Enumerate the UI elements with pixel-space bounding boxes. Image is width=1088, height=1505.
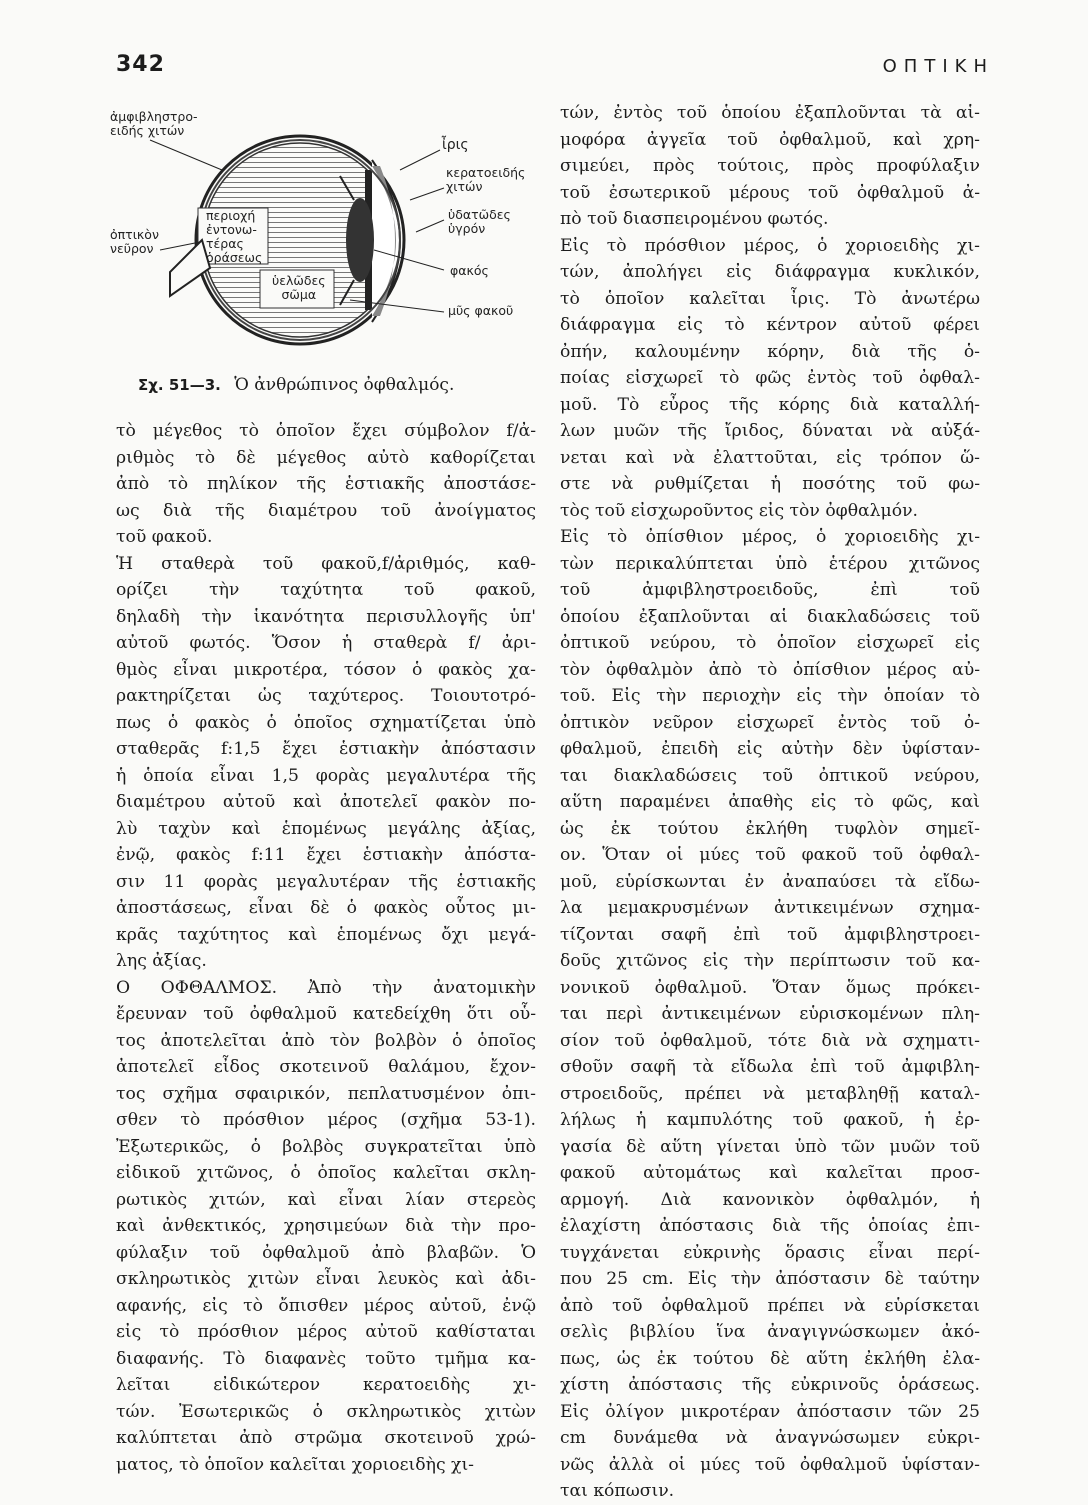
text-line: γασία δὲ αὕτη γίνεται ὑπὸ τῶν μυῶν τοῦ — [560, 1136, 980, 1157]
text-line: ρακτηρίζεται ὡς ταχύτερος. Τοιουτοτρό- — [116, 686, 536, 706]
text-line: ἡ ὁποία εἶναι 1,5 φορὰς μεγαλυτέρα τῆς — [116, 765, 536, 786]
text-line: που 25 cm. Εἰς τὴν ἀπόστασιν δὲ ταύτην — [560, 1269, 980, 1289]
text-line: Ἡ σταθερὰ τοῦ φακοῦ,f/ἀριθμός, καθ- — [116, 553, 536, 574]
text-line: ἀπὸ τὸ πηλίκον τῆς ἑστιακῆς ἀποστάσε- — [116, 474, 536, 494]
text-line: ὁποίου ἐξαπλοῦνται αἱ διακλαδώσεις τοῦ — [560, 606, 980, 627]
text-line: διαφανής. Τὸ διαφανὲς τοῦτο τμῆμα κα- — [116, 1348, 536, 1369]
text-line: ως διὰ τῆς διαμέτρου τοῦ ἀνοίγματος — [116, 500, 536, 521]
text-line: διάφραγμα εἰς τὸ κέντρον αὐτοῦ φέρει — [560, 315, 980, 335]
running-title: ΟΠΤΙΚΗ — [882, 56, 994, 77]
text-line: τυγχάνεται εὐκρινὴς ὅρασις εἶναι περί- — [560, 1242, 980, 1263]
text-line: ἐλαχίστη ἀπόστασις διὰ τῆς ὁποίας ἐπι- — [560, 1216, 980, 1236]
text-line: μοῦ. Τὸ εὖρος τῆς κόρης διὰ καταλλή- — [560, 394, 980, 415]
text-line: ἔρευναν τοῦ ὀφθαλμοῦ κατεδείχθη ὅτι οὗ- — [116, 1004, 536, 1024]
label-lens: φακός — [450, 263, 489, 278]
text-line: τών. Ἐσωτερικῶς ὁ σκληρωτικὸς χιτὼν — [116, 1401, 536, 1422]
text-line: ὡς ἐκ τούτου ἐκλήθη τυφλὸν σημεῖ- — [560, 818, 980, 839]
text-line: ορίζει τὴν ταχύτητα τοῦ φακοῦ, — [116, 580, 536, 600]
label-macula: περιοχή ἐντονω- τέρας ὁράσεως — [206, 208, 263, 265]
text-line: σταθερᾶς f:1,5 ἔχει ἑστιακὴν ἀπόστασιν — [116, 739, 536, 759]
label-retina: ἀμφιβληστρο- ειδής χιτών — [110, 109, 198, 138]
text-line: ἐνῷ, φακὸς f:11 ἔχει ἑστιακὴν ἀπόστα- — [116, 845, 536, 865]
text-line: τος ἀποτελεῖται ἀπὸ τὸν βολβὸν ὁ ὁποῖος — [116, 1030, 536, 1051]
text-line: τὸς τοῦ εἰσχωροῦντος εἰς τὸν ὀφθαλμόν. — [560, 500, 918, 521]
text-line: αὕτη παραμένει ἀπαθὴς εἰς τὸ φῶς, καὶ — [560, 792, 980, 812]
text-line: τίζονται σαφῆ ἐπὶ τοῦ ἀμφιβληστροει- — [560, 924, 980, 945]
label-vitreous: ὑελῶδες σῶμα — [272, 273, 326, 302]
text-line: ἀπὸ τοῦ ὀφθαλμοῦ πρέπει νὰ εὑρίσκεται — [560, 1295, 980, 1316]
text-line: καλύπτεται ἀπὸ στρῶμα σκοτεινοῦ χρώ- — [116, 1428, 536, 1448]
text-line: ται κόπωσιν. — [560, 1481, 675, 1501]
text-line: τὸ ὁποῖον καλεῖται ἶρις. Τὸ ἀνωτέρω — [560, 288, 980, 309]
text-line: κρᾶς ταχύτητος καὶ ἑπομένως ὄχι μεγά- — [116, 924, 536, 945]
text-line: λα μεμακρυσμένων ἀντικειμένων σχημα- — [560, 898, 980, 918]
text-line: Ο ΟΦΘΑΛΜΟΣ. Ἀπὸ τὴν ἀνατομικὴν — [116, 977, 536, 998]
text-line: τοῦ ἀμφιβληστροειδοῦς, ἐπὶ τοῦ — [560, 580, 980, 600]
label-optic-nerve: ὀπτικὸν νεῦρον — [110, 227, 159, 256]
text-line: τών, ἀπολήγει εἰς διάφραγμα κυκλικόν, — [560, 262, 980, 282]
text-line: στε νὰ ρυθμίζεται ἡ ποσότης τοῦ φω- — [560, 474, 980, 494]
eye-diagram — [110, 100, 540, 400]
page-number: 342 — [116, 52, 165, 77]
text-line: ἀποτελεῖ εἶδος σκοτεινοῦ θαλάμου, ἔχον- — [116, 1057, 536, 1077]
text-line: πὸ τοῦ διασπειρομένου φωτός. — [560, 209, 829, 229]
text-line: λήλως ἡ καμπυλότης τοῦ φακοῦ, ἡ ἐρ- — [560, 1110, 980, 1130]
label-lens-muscle: μῦς φακοῦ — [448, 303, 514, 318]
text-line: θμὸς εἶναι μικροτέρα, τόσον ὁ φακὸς χα- — [116, 659, 536, 680]
text-line: φακοῦ αὐτομάτως καὶ καλεῖται προσ- — [560, 1163, 980, 1183]
optic-nerve — [170, 240, 210, 296]
text-line: αὐτοῦ φωτός. Ὅσον ἡ σταθερὰ f/ ἀρι- — [116, 633, 536, 653]
text-line: τὸν ὀφθαλμὸν ἀπὸ τὸ ὀπίσθιον μέρος αὐ- — [560, 659, 980, 680]
text-line: νεται καὶ νὰ ἐλαττοῦται, εἰς τρόπον ὥ- — [560, 447, 980, 468]
figure-number: Σχ. 51—3. — [138, 376, 221, 394]
label-iris: ἶρις — [442, 137, 469, 153]
text-line: δοῦς χιτῶνος εἰς τὴν περίπτωσιν τοῦ κα- — [560, 951, 980, 971]
text-line: λων μυῶν τῆς ἴριδος, δύναται νὰ αὐξά- — [560, 421, 980, 441]
text-line: ρωτικὸς χιτών, καὶ εἶναι λίαν στερεὸς — [116, 1189, 536, 1210]
text-line: ται περὶ ἀντικειμένων εὑρισκομένων πλη- — [560, 1004, 980, 1024]
lens — [346, 198, 374, 282]
text-line: στροειδοῦς, πρέπει νὰ μεταβληθῇ καταλ- — [560, 1083, 980, 1104]
text-line: σίον τοῦ ὀφθαλμοῦ, τότε διὰ νὰ σχηματι- — [560, 1030, 980, 1051]
text-line: ὀπτικὸν νεῦρον εἰσχωρεῖ ἐντὸς τοῦ ὀ- — [560, 712, 980, 733]
text-line: σθοῦν σαφῆ τὰ εἴδωλα ἐπὶ τοῦ ἀμφιβλη- — [560, 1057, 980, 1077]
text-line: τοῦ. Εἰς τὴν περιοχὴν εἰς τὴν ὁποίαν τὸ — [560, 686, 980, 706]
eye-cross-section-drawing — [110, 100, 540, 400]
text-line: Εἰς ὀλίγον μικροτέραν ἀπόστασιν τῶν 25 — [560, 1401, 980, 1422]
text-line: τὸ μέγεθος τὸ ὁποῖον ἔχει σύμβολον f/ἀ- — [116, 421, 536, 441]
figure-caption — [138, 375, 454, 395]
text-line: σιν 11 φορὰς μεγαλυτέραν τῆς ἑστιακῆς — [116, 871, 536, 892]
text-line: καὶ ἀνθεκτικός, χρησιμεύων διὰ τὴν προ- — [116, 1216, 536, 1236]
text-line: τών, ἐντὸς τοῦ ὁποίου ἐξαπλοῦνται τὰ αἱ- — [560, 103, 980, 123]
text-line: τοῦ φακοῦ. — [116, 527, 213, 547]
text-line: τὼν περικαλύπτεται ὑπὸ ἑτέρου χιτῶνος — [560, 553, 980, 574]
text-line: διαμέτρου αὐτοῦ καὶ ἀποτελεῖ φακὸν πο- — [116, 792, 536, 812]
text-line: ται διακλαδώσεις τοῦ ὀπτικοῦ νεύρου, — [560, 765, 980, 786]
text-line: νῶς ἀλλὰ οἱ μύες τοῦ ὀφθαλμοῦ ὑφίσταν- — [560, 1454, 980, 1475]
text-line: Ἐξωτερικῶς, ὁ βολβὸς συγκρατεῖται ὑπὸ — [116, 1136, 536, 1157]
text-line: φθαλμοῦ, ἐπειδὴ εἰς αὐτὴν δὲν ὑφίσταν- — [560, 739, 980, 759]
text-line: λὺ ταχὺν καὶ ἑπομένως μεγάλης ἀξίας, — [116, 818, 536, 839]
text-line: ριθμὸς τὸ δὲ μέγεθος αὐτὸ καθορίζεται — [116, 447, 536, 468]
text-line: φύλαξιν τοῦ ὀφθαλμοῦ ἀπὸ βλαβῶν. Ὁ — [116, 1242, 536, 1263]
label-aqueous: ὑδατῶδες ὑγρόν — [448, 207, 511, 236]
text-line: σθεν τὸ πρόσθιον μέρος (σχῆμα 53-1). — [116, 1110, 536, 1130]
text-line: αρμογή. Διὰ κανονικὸν ὀφθαλμόν, ἡ — [560, 1189, 980, 1210]
text-line: ἀποστάσεως, εἶναι δὲ ὁ φακὸς οὗτος μι- — [116, 898, 536, 918]
text-line: ὀπήν, καλουμένην κόρην, διὰ τῆς ὁ- — [560, 341, 980, 362]
text-line: λης ἀξίας. — [116, 951, 207, 971]
right-text-column — [560, 100, 980, 1505]
text-line: πως, ὡς ἐκ τούτου δὲ αὕτη ἐκλήθη ἐλα- — [560, 1348, 980, 1369]
text-line: χίστη ἀπόστασις τῆς εὐκρινοῦς ὁράσεως. — [560, 1375, 980, 1395]
text-line: ον. Ὅταν οἱ μύες τοῦ φακοῦ τοῦ ὀφθαλ- — [560, 845, 980, 865]
text-line: cm δυνάμεθα νὰ ἀναγνώσωμεν εὐκρι- — [560, 1428, 980, 1448]
text-line: νονικοῦ ὀφθαλμοῦ. Ὅταν ὅμως πρόκει- — [560, 977, 980, 998]
text-line: μοῦ, εὑρίσκωνται ἐν ἀναπαύσει τὰ εἴδω- — [560, 871, 980, 892]
figure-caption-text: Ὁ ἀνθρώπινος ὀφθαλμός. — [234, 375, 455, 395]
text-line: εἰς τὸ πρόσθιον μέρος αὐτοῦ καθίσταται — [116, 1322, 536, 1342]
text-line: εἰδικοῦ χιτῶνος, ὁ ὁποῖος καλεῖται σκλη- — [116, 1163, 536, 1183]
left-text-column — [116, 418, 536, 1478]
text-line: σιμεύει, πρὸς τούτοις, πρὸς προφύλαξιν — [560, 156, 980, 176]
text-line: λεῖται εἰδικώτερον κερατοειδὴς χι- — [116, 1375, 536, 1395]
text-line: τοῦ ἐσωτερικοῦ μέρους τοῦ ὀφθαλμοῦ ἀ- — [560, 182, 980, 203]
text-line: αφανής, εἰς τὸ ὄπισθεν μέρος αὐτοῦ, ἐνῷ — [116, 1295, 536, 1316]
text-line: ποίας εἰσχωρεῖ τὸ φῶς ἐντὸς τοῦ ὀφθαλ- — [560, 368, 980, 388]
text-line: μοφόρα ἀγγεῖα τοῦ ὀφθαλμοῦ, καὶ χρη- — [560, 129, 980, 150]
text-line: Εἰς τὸ πρόσθιον μέρος, ὁ χοριοειδὴς χι- — [560, 235, 980, 256]
text-line: σελὶς βιβλίου ἵνα ἀναγιγνώσκωμεν ἀκό- — [560, 1322, 980, 1342]
text-line: δηλαδὴ τὴν ἱκανότητα περισυλλογῆς ὑπ' — [116, 606, 536, 627]
text-line: Εἰς τὸ ὀπίσθιον μέρος, ὁ χοριοειδὴς χι- — [560, 527, 980, 547]
text-line: πως ὁ φακὸς ὁ ὁποῖος σχηματίζεται ὑπὸ — [116, 712, 536, 733]
label-cornea: κερατοειδής χιτών — [446, 165, 526, 194]
text-line: ὀπτικοῦ νεύρου, τὸ ὁποῖον εἰσχωρεῖ εἰς — [560, 633, 980, 653]
text-line: ματος, τὸ ὁποῖον καλεῖται χοριοειδὴς χι- — [116, 1454, 474, 1475]
text-line: σκληρωτικὸς χιτὼν εἶναι λευκὸς καὶ ἀδι- — [116, 1269, 536, 1289]
text-line: τος σχῆμα σφαιρικόν, πεπλατυσμένον ὀπι- — [116, 1083, 536, 1104]
